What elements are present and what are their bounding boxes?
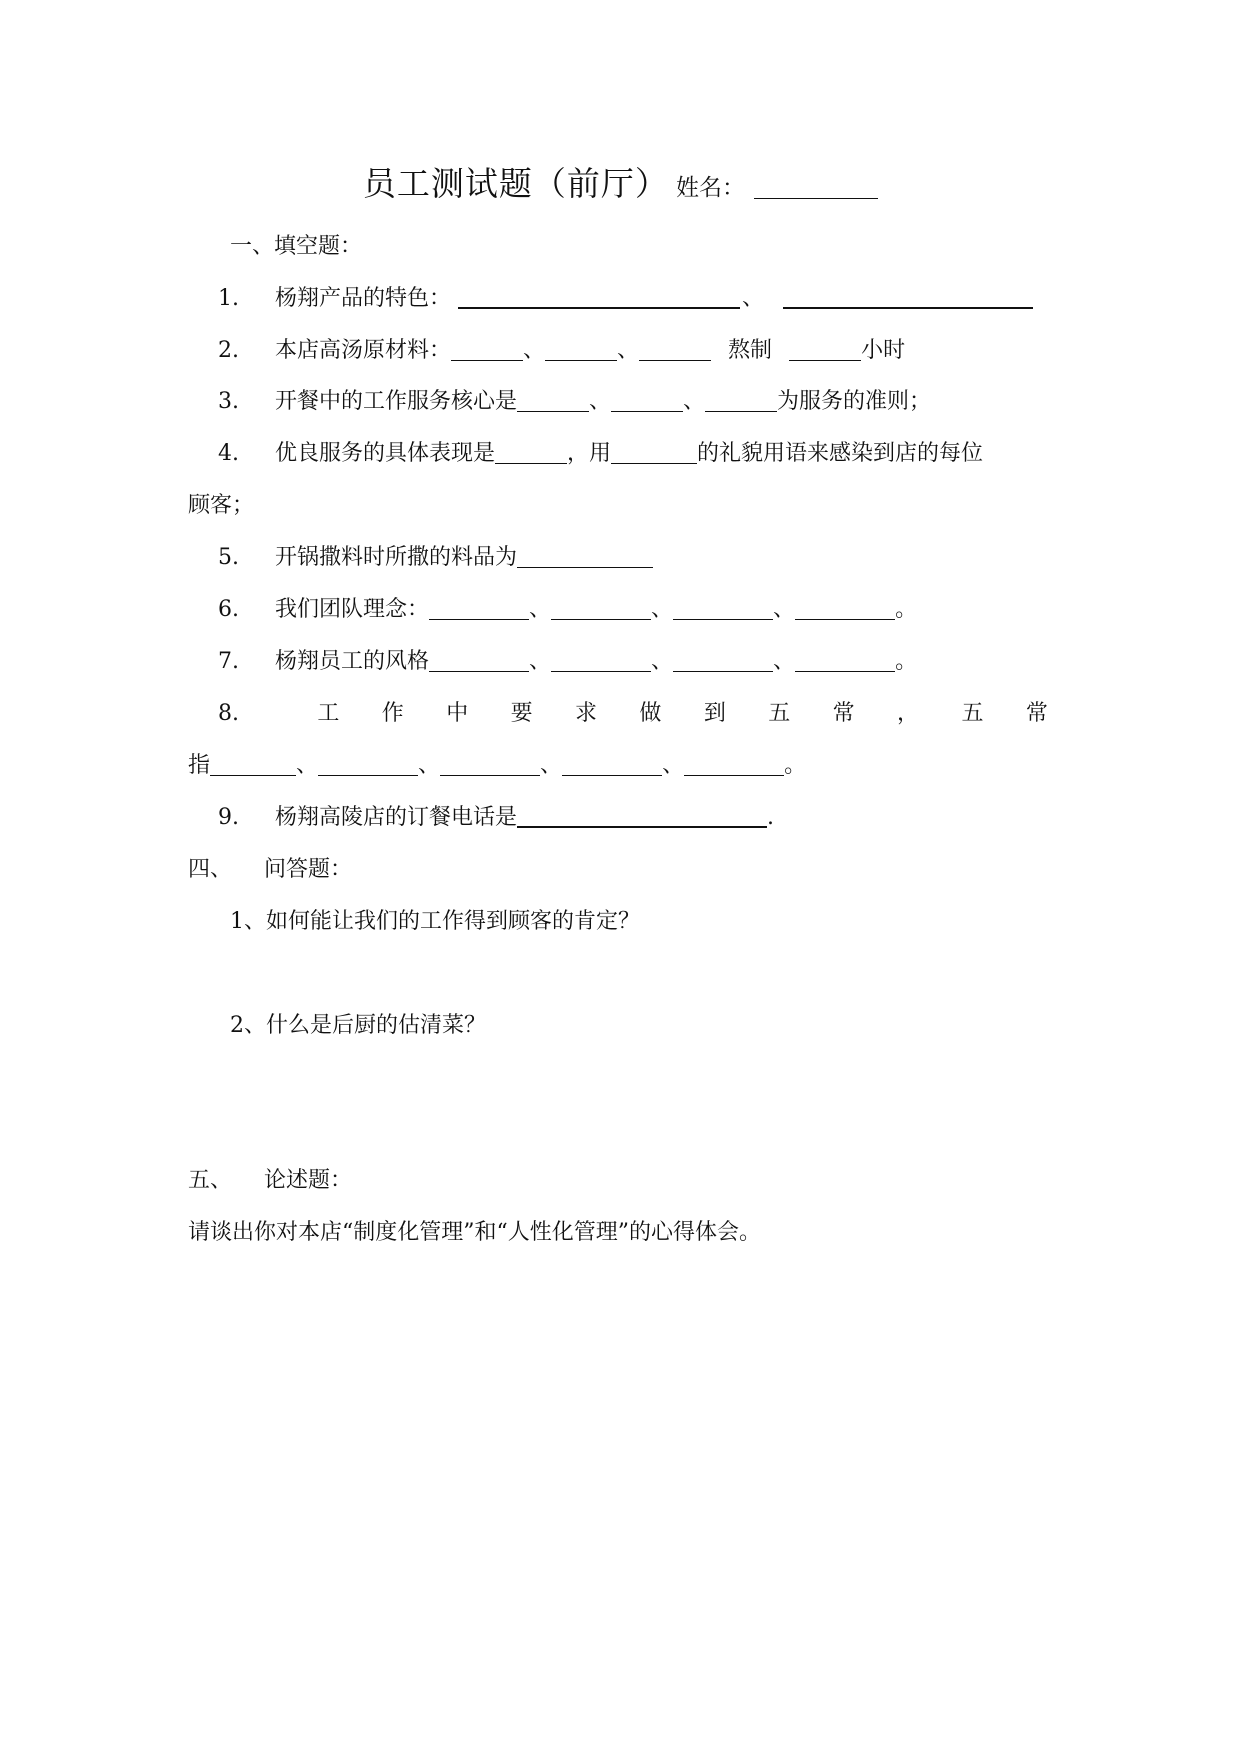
question-9 [218,803,774,833]
answer-blank[interactable] [517,566,653,568]
question-number: 4. [218,441,239,466]
section1-heading: 一、填空题： [230,234,363,259]
answer-blank[interactable] [318,774,418,776]
separator: 、 [589,389,612,414]
answer-blank[interactable] [684,774,784,776]
question-text-tail: 为服务的准则； [777,389,932,414]
question-char: 常 [832,701,855,726]
question-number: 7. [218,649,239,674]
separator: 、 [540,753,563,778]
separator: 、 [773,649,796,674]
separator: 、 [773,597,796,622]
question-char: 要 [510,701,533,726]
separator: 、 [523,338,546,363]
separator: 、 [529,649,552,674]
name-blank[interactable] [754,197,878,199]
question-char: 中 [446,701,469,726]
end-punct: . [767,805,775,830]
answer-blank[interactable] [673,618,773,620]
question-number: 5. [218,545,239,570]
question-text: 我们团队理念： [275,597,430,622]
question-number: 2. [218,338,239,363]
answer-blank[interactable] [789,359,861,361]
separator: 、 [662,753,685,778]
question-8-continuation [188,751,806,781]
separator: 、 [683,389,706,414]
answer-blank[interactable] [545,359,617,361]
section4-question-2: 2、什么是后厨的估清菜？ [230,1013,486,1038]
answer-blank[interactable] [551,618,651,620]
question-char: 常 [1025,701,1048,726]
section-title: 论述题： [264,1168,353,1193]
question-4 [218,439,983,469]
section-number: 五、 [188,1168,233,1193]
answer-blank[interactable] [562,774,662,776]
separator: 、 [651,597,674,622]
question-number: 9. [218,805,239,830]
answer-blank[interactable] [705,410,777,412]
question-1 [218,284,1033,314]
answer-blank[interactable] [795,618,895,620]
question-char: ， [897,701,920,726]
question-text-mid: 熬制 [728,338,773,363]
end-punct: 。 [895,597,918,622]
question-text: 杨翔员工的风格 [275,649,430,674]
answer-blank[interactable] [517,825,767,828]
question-2 [218,336,905,366]
answer-blank[interactable] [495,462,567,464]
question-char: 做 [639,701,662,726]
question-text: 杨翔高陵店的订餐电话是 [275,805,518,830]
page-title: 员工测试题（前厅） [362,164,669,203]
question-text-tail: 小时 [861,338,906,363]
answer-blank[interactable] [611,462,697,464]
end-punct: 。 [784,753,807,778]
question-number: 1. [218,286,239,311]
question-text: 杨翔产品的特色： [275,286,452,311]
answer-blank[interactable] [451,359,523,361]
answer-blank[interactable] [783,306,1033,309]
section5-prompt: 请谈出你对本店“制度化管理”和“人性化管理”的心得体会。 [188,1220,761,1245]
section5-heading [188,1166,352,1196]
question-text-mid: ，用 [567,441,612,466]
answer-blank[interactable] [458,306,740,309]
separator: 、 [418,753,441,778]
question-text: 本店高汤原材料： [275,338,452,363]
section4-question-1: 1、如何能让我们的工作得到顾客的肯定？ [230,909,640,934]
separator: 、 [296,753,319,778]
separator: 、 [651,649,674,674]
answer-blank[interactable] [517,410,589,412]
answer-blank[interactable] [673,670,773,672]
question-text: 指 [188,753,211,778]
question-8 [218,699,1048,729]
question-text: 开餐中的工作服务核心是 [275,389,518,414]
question-char: 工 [317,701,340,726]
title-row [0,158,1241,205]
question-7 [218,647,917,677]
question-text: 开锅撒料时所撒的料品为 [275,545,518,570]
separator: 、 [617,338,640,363]
question-number: 8. [218,701,239,726]
section-title: 问答题： [264,857,353,882]
answer-blank[interactable] [429,670,529,672]
question-text-tail: 的礼貌用语来感染到店的每位 [697,441,984,466]
answer-blank[interactable] [639,359,711,361]
question-char: 到 [703,701,726,726]
question-text: 优良服务的具体表现是 [275,441,496,466]
answer-blank[interactable] [611,410,683,412]
answer-blank[interactable] [210,774,296,776]
question-char: 五 [961,701,984,726]
answer-blank[interactable] [440,774,540,776]
name-label: 姓名： [676,175,745,201]
question-number: 3. [218,389,239,414]
section4-heading [188,855,352,885]
question-char: 作 [381,701,404,726]
section-number: 四、 [188,857,233,882]
question-number: 6. [218,597,239,622]
question-5 [218,543,653,573]
answer-blank[interactable] [551,670,651,672]
question-char: 求 [575,701,598,726]
answer-blank[interactable] [429,618,529,620]
question-3 [218,387,931,417]
end-punct: 。 [895,649,918,674]
question-6 [218,595,917,625]
question-char: 五 [768,701,791,726]
separator: 、 [742,286,765,311]
answer-blank[interactable] [795,670,895,672]
separator: 、 [529,597,552,622]
question-4-continuation: 顾客； [188,493,255,518]
